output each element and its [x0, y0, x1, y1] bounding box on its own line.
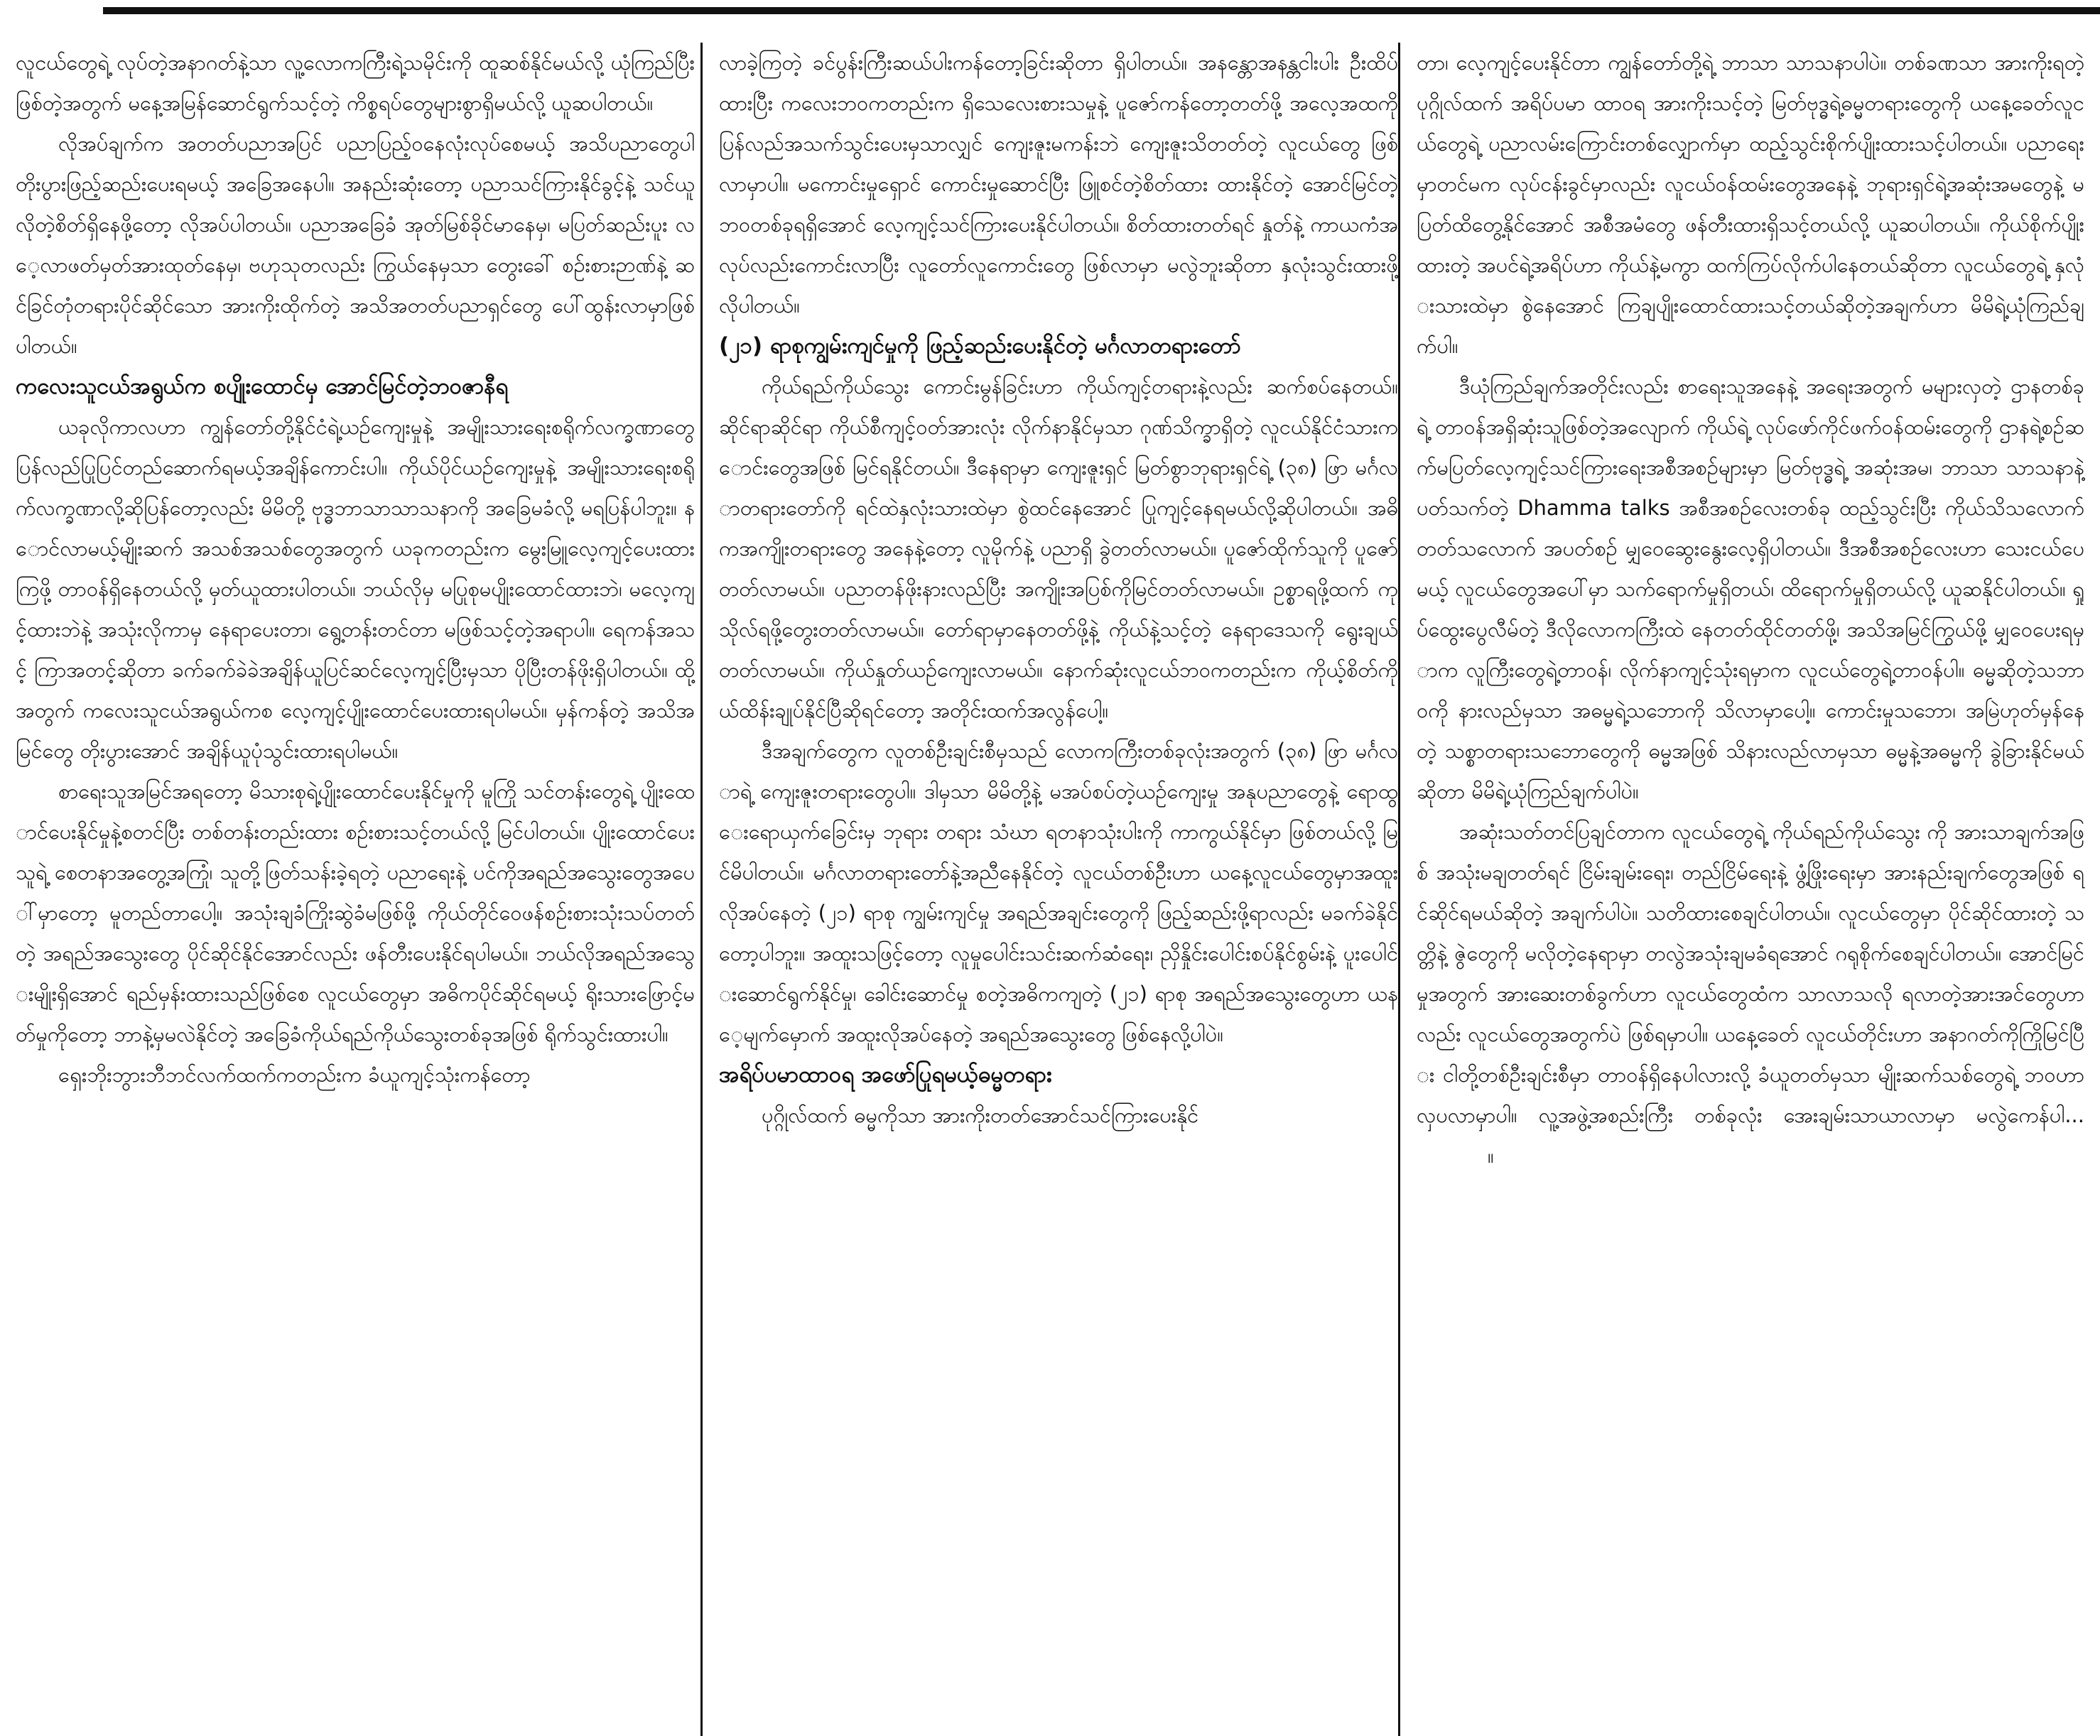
column-2 [703, 43, 1414, 1736]
paragraph [1417, 812, 2084, 1176]
paragraph-text: အဆုံးသတ်တင်ပြချင်တာက လူငယ်တွေရဲ့ ကိုယ်ရည်ကိုယ်သွေး ကို အားသာချက်အဖြစ် အသုံးမချတတ်ရင် ငြိမ်းချမ်းရေး၊ တည်ငြိမ်ရေးနဲ့ ဖွံ့ဖြိုးရေးမှာ အားနည်းချက်တွေအဖြစ် ရင်ဆိုင်ရမယ်ဆိုတဲ့ အချက်ပါပဲ။ သတိထားစေချင်ပါတယ်။ လူငယ်တွေမှာ ပိုင်ဆိုင်ထားတဲ့ သတ္တိနဲ့ ဇွဲတွေကို မလိုတဲ့နေရာမှာ တလွဲအသုံးချမခံရအောင် ဂရုစိုက်စေချင်ပါတယ်။ အောင်မြင်မှုအတွက် အားဆေးတစ်ခွက်ဟာ လူငယ်တွေထံက သာလာသလို ရလာတဲ့အားအင်တွေဟာလည်း လူငယ်တွေအတွက်ပဲ ဖြစ်ရမှာပါ။ ယနေ့ခေတ် လူငယ်တိုင်းဟာ အနာဂတ်ကိုကြိုမြင်ပြီး ငါတို့တစ်ဦးချင်းစီမှာ တာဝန်ရှိနေပါလားလို့ ခံယူတတ်မှသာ မျိုးဆက်သစ်တွေရဲ့ ဘဝဟာ လှပလာမှာပါ။ လူ့အဖွဲ့အစည်းကြီး တစ်ခုလုံး အေးချမ်းသာယာလာမှာ မလွဲကေန်ပါ... [1417, 820, 2084, 1127]
paragraph: ပုဂ္ဂိုလ်ထက် ဓမ္မကိုသာ အားကိုးတတ်အောင်သင်ကြားပေးနိုင် [762, 1103, 1199, 1127]
column-1 [0, 43, 710, 1736]
paragraph: ဒီအချက်တွေက လူတစ်ဦးချင်းစီမှသည် လောကကြီးတစ်ခုလုံးအတွက် (၃၈) ဖြာ မင်္ဂလာရဲ့ ကျေးဇူးတရားတွေပါ။ ဒါမှသာ မိမိတို့နဲ့ မအပ်စပ်တဲ့ယဉ်ကျေးမှု အနုပညာတွေနဲ့ ရောထွေးရောယှက်ခြေင်းမှ ဘုရား တရား သံဃာ ရတနာသုံးပါးကို ကာကွယ်နိုင်မှာ ဖြစ်တယ်လို့ မြင်မိပါတယ်။ မင်္ဂလာတရားတော်နဲ့အညီနေနိုင်တဲ့ လူငယ်တစ်ဦးဟာ ယနေ့လူငယ်တွေမှာအထူးလိုအပ်နေတဲ့ (၂၁) ရာစု ကျွမ်းကျင်မှု အရည်အချင်းတွေကို ဖြည့်ဆည်းဖို့ရာလည်း မခက်ခဲနိုင်တော့ပါဘူး။ အထူးသဖြင့်တော့ လူမှုပေါင်းသင်းဆက်ဆံရေး၊ ညှိနှိုင်းပေါင်းစပ်နိုင်စွမ်းနဲ့ ပူးပေါင်းဆောင်ရွက်နိုင်မှု၊ ခေါင်းဆောင်မှု စတဲ့အဓိကကျတဲ့ (၂၁) ရာစု အရည်အသွေးတွေဟာ ယနေ့မျက်မှောက် အထူးလိုအပ်နေတဲ့ အရည်အသွေးတွေ ဖြစ်နေလို့ပါပဲ။ [719, 739, 1398, 1046]
article-columns [0, 43, 2100, 1736]
paragraph: လိုအပ်ချက်က အတတ်ပညာအပြင် ပညာပြည့်ဝနေလုံးလုပ်စေမယ့် အသိပညာတွေပါ တိုးပွားဖြည့်ဆည်းပေးရမယ့် အခြေအနေပါ။ အနည်းဆုံးတော့ ပညာသင်ကြားနိုင်ခွင့်နဲ့ သင်ယူလိုတဲ့စိတ်ရှိနေဖို့တော့ လိုအပ်ပါတယ်။ ပညာအခြေခံ အုတ်မြစ်ခိုင်မာနေမှ၊ မပြတ်ဆည်းပူး လေ့လာဖတ်မှတ်အားထုတ်နေမှ၊ ဗဟုသုတလည်း ကြွယ်နေမှသာ တွေးခေါ် စဉ်းစားဉာဏ်နဲ့ ဆင်ခြင်တုံတရားပိုင်ဆိုင်သော အားကိုးထိုက်တဲ့ အသိအတတ်ပညာရှင်တွေ ပေါ်ထွန်းလာမှာဖြစ်ပါတယ်။ [16, 131, 695, 358]
paragraph: ကိုယ်ရည်ကိုယ်သွေး ကောင်းမွန်ခြင်းဟာ ကိုယ်ကျင့်တရားနဲ့လည်း ဆက်စပ်နေတယ်။ ဆိုင်ရာဆိုင်ရာ ကိုယ်စီကျင့်ဝတ်အားလုံး လိုက်နာနိုင်မှသာ ဂုဏ်သိက္ခာရှိတဲ့ လူငယ်နိုင်ငံသားကောင်းတွေအဖြစ် မြင်ရနိုင်တယ်။ ဒီနေရာမှာ ကျေးဇူးရှင် မြတ်စွာဘုရားရှင်ရဲ့ (၃၈) ဖြာ မင်္ဂလာတရားတော်ကို ရင်ထဲနှလုံးသားထဲမှာ စွဲထင်နေအောင် ပြုကျင့်နေရမယ်လို့ဆိုပါတယ်။ အဓိကအကျိုးတရားတွေ အနေနဲ့တော့ လူမိုက်နဲ့ ပညာရှိ ခွဲတတ်လာမယ်။ ပူဇော်ထိုက်သူကို ပူဇော်တတ်လာမယ်။ ပညာတန်ဖိုးနားလည်ပြီး အကျိုးအပြစ်ကိုမြင်တတ်လာမယ်။ ဥစ္စာရဖို့ထက် ကုသိုလ်ရဖို့တွေးတတ်လာမယ်။ တော်ရာမှာနေတတ်ဖို့နဲ့ ကိုယ်နဲ့သင့်တဲ့ နေရာဒေသကို ရွေးချယ်တတ်လာမယ်။ ကိုယ်နှုတ်ယဉ်ကျေးလာမယ်။ နောက်ဆုံးလူငယ်ဘဝကတည်းက ကိုယ့်စိတ်ကိုယ်ထိန်းချုပ်နိုင်ပြီဆိုရင်တော့ အတိုင်းထက်အလွန်ပေါ့။ [719, 374, 1398, 722]
section-heading: အရိပ်ပမာထာဝရ အဖော်ပြုရမယ့်ဓမ္မတရား [719, 1062, 1052, 1087]
top-rule [103, 7, 2100, 14]
column-3 [1401, 43, 2100, 1736]
end-mark: ။ [1488, 1144, 1494, 1168]
section-heading: ကလေးသူငယ်အရွယ်က စပျိုးထောင်မှ အောင်မြင်တဲ့ဘဝဇာနီရ [16, 374, 509, 399]
paragraph: လာခဲ့ကြတဲ့ ခင်ပွန်းကြီးဆယ်ပါးကန်တော့ခြင်းဆိုတာ ရှိပါတယ်။ အနန္တောအနန္တငါးပါး ဦးထိပ်ထားပြီး ကလေးဘဝကတည်းက ရှိသေလေးစားသမှုနဲ့ ပူဇော်ကန်တော့တတ်ဖို့ အလေ့အထကို ပြန်လည်အသက်သွင်းပေးမှသာလျှင် ကျေးဇူးမကန်းဘဲ ကျေးဇူးသိတတ်တဲ့ လူငယ်တွေ ဖြစ်လာမှာပါ။ မကောင်းမှုရှောင် ကောင်းမှုဆောင်ပြီး ဖြူစင်တဲ့စိတ်ထား ထားနိုင်တဲ့ အောင်မြင်တဲ့ဘဝတစ်ခုရရှိအောင် လေ့ကျင့်သင်ကြားပေးနိုင်ပါတယ်။ စိတ်ထားတတ်ရင် နှုတ်နဲ့ ကာယကံအလုပ်လည်းကောင်းလာပြီး လူတော်လူကောင်းတွေ ဖြစ်လာမှာ မလွဲဘူးဆိုတာ နှလုံးသွင်းထားဖို့ လိုပါတယ်။ [719, 50, 1398, 318]
paragraph: လူငယ်တွေရဲ့ လုပ်တဲ့အနာဂတ်နဲ့သာ လူ့လောကကြီးရဲ့သမိုင်းကို ထူဆစ်နိုင်မယ်လို့ ယုံကြည်ပြီးဖြစ်တဲ့အတွက် မနေ့အမြန်ဆောင်ရွက်သင့်တဲ့ ကိစ္စရပ်တွေများစွာရှိမယ်လို့ ယူဆပါတယ်။ [16, 50, 695, 115]
paragraph: တာ၊ လေ့ကျင့်ပေးနိုင်တာ ကျွန်တော်တို့ရဲ့ ဘာသာ သာသနာပါပဲ။ တစ်ခဏသာ အားကိုးရတဲ့ ပုဂ္ဂိုလ်ထက် အရိပ်ပမာ ထာဝရ အားကိုးသင့်တဲ့ မြတ်ဗုဒ္ဓရဲ့ဓမ္မတရားတွေကို ယနေ့ခေတ်လူငယ်တွေရဲ့ ပညာလမ်းကြောင်းတစ်လျှောက်မှာ ထည့်သွင်းစိုက်ပျိုးထားသင့်ပါတယ်။ ပညာရေးမှာတင်မက လုပ်ငန်းခွင်မှာလည်း လူငယ်ဝန်ထမ်းတွေအနေနဲ့ ဘုရားရှင်ရဲ့အဆုံးအမတွေနဲ့ မပြတ်ထိတွေ့နိုင်အောင် အစီအမံတွေ ဖန်တီးထားရှိသင့်တယ်လို့ ယူဆပါတယ်။ ကိုယ်စိုက်ပျိုးထားတဲ့ အပင်ရဲ့အရိပ်ဟာ ကိုယ်နဲ့မကွာ ထက်ကြပ်လိုက်ပါနေတယ်ဆိုတာ လူငယ်တွေရဲ့ နှလုံးသားထဲမှာ စွဲနေအောင် ကြချပျိုးထောင်ထားသင့်တယ်ဆိုတဲ့အချက်ဟာ မိမိရဲ့ယုံကြည်ချက်ပါ။ [1417, 50, 2084, 358]
paragraph: ရှေးဘိုးဘွားဘီဘင်လက်ထက်ကတည်းက ခံယူကျင့်သုံးကန်တော့ [58, 1063, 531, 1087]
paragraph: ဒီယုံကြည်ချက်အတိုင်းလည်း စာရေးသူအနေနဲ့ အရေးအတွက် မများလှတဲ့ ဌာနတစ်ခုရဲ့ တာဝန်အရှိဆုံးသူဖြစ်တဲ့အလျောက် ကိုယ်ရဲ့ လုပ်ဖော်ကိုင်ဖက်ဝန်ထမ်းတွေကို ဌာနရဲ့စဉ်ဆက်မပြတ်လေ့ကျင့်သင်ကြားရေးအစီအစဉ်များမှာ မြတ်ဗုဒ္ဓရဲ့ အဆုံးအမ၊ ဘာသာ သာသနာနဲ့ပတ်သက်တဲ့ Dhamma talks အစီအစဉ်လေးတစ်ခု ထည့်သွင်းပြီး ကိုယ်သိသလောက် တတ်သလောက် အပတ်စဉ် မျှဝေဆွေးနွေးလေ့ရှိပါတယ်။ ဒီအစီအစဉ်လေးဟာ သေးငယ်ပေမယ့် လူငယ်တွေအပေါ်မှာ သက်ရောက်မှုရှိတယ်၊ ထိရောက်မှုရှိတယ်လို့ ယူဆနိုင်ပါတယ်။ ရှုပ်ထွေးပွေလီမ်တဲ့ ဒီလိုလောကကြီးထဲ နေတတ်ထိုင်တတ်ဖို့၊ အသိအမြင်ကြွယ်ဖို့ မျှဝေပေးရမှာက လူကြီးတွေရဲ့တာဝန်၊ လိုက်နာကျင့်သုံးရမှာက လူငယ်တွေရဲ့တာဝန်ပါ။ ဓမ္မဆိုတဲ့သဘာဝကို နားလည်မှသာ အဓမ္မရဲ့သဘောကို သိလာမှာပေါ့။ ကောင်းမှုသဘော၊ အမြဲဟုတ်မှန်နေတဲ့ သစ္စာတရားသဘောတွေကို ဓမ္မအဖြစ် သိနားလည်လာမှသာ ဓမ္မနဲ့အဓမ္မကို ခွဲခြားနိုင်မယ်ဆိုတာ မိမိရဲ့ယုံကြည်ချက်ပါပဲ။ [1417, 374, 2084, 803]
column-divider [700, 43, 703, 1736]
column-divider [1398, 43, 1400, 1736]
section-heading: (၂၁) ရာစုကျွမ်းကျင်မှုကို ဖြည့်ဆည်းပေးနိုင်တဲ့ မင်္ဂလာတရားတော် [719, 333, 1241, 359]
paragraph: ယခုလိုကာလဟာ ကျွန်တော်တို့နိုင်ငံရဲ့ယဉ်ကျေးမှုနဲ့ အမျိုးသားရေးစရိုက်လက္ခဏာတွေ ပြန်လည်ပြုပြင်တည်ဆောက်ရမယ့်အချိန်ကောင်းပါ။ ကိုယ်ပိုင်ယဉ်ကျေးမှုနဲ့ အမျိုးသားရေးစရိုက်လက္ခဏာလို့ဆိုပြန်တော့လည်း မိမိတို့ ဗုဒ္ဓဘာသာသာသနာကို အခြေမခံလို့ မရပြန်ပါဘူး။ နောင်လာမယ့်မျိုးဆက် အသစ်အသစ်တွေအတွက် ယခုကတည်းက မွေးမြူလေ့ကျင့်ပေးထားကြဖို့ တာဝန်ရှိနေတယ်လို့ မှတ်ယူထားပါတယ်။ ဘယ်လိုမှ မပြုစုမပျိုးထောင်ထားဘဲ၊ မလေ့ကျင့်ထားဘဲနဲ့ အသုံးလိုကာမှ နေရာပေးတာ၊ ရွေ့တန်းတင်တာ မဖြစ်သင့်တဲ့အရာပါ။ ရေကန်အသင့် ကြာအတင့်ဆိုတာ ခက်ခက်ခဲခဲအချိန်ယူပြင်ဆင်လေ့ကျင့်ပြီးမှသာ ပိုပြီးတန်ဖိုးရှိပါတယ်။ ထို့အတွက် ကလေးသူငယ်အရွယ်ကစ လေ့ကျင့်ပျိုးထောင်ပေးထားရပါမယ်။ မှန်ကန်တဲ့ အသိအမြင်တွေ တိုးပွားအောင် အချိန်ယူပုံသွင်းထားရပါမယ်။ [16, 415, 695, 763]
paragraph: စာရေးသူအမြင်အရတော့ မိသားစုရဲ့ပျိုးထောင်ပေးနိုင်မှုကို မူကြို သင်တန်းတွေရဲ့ ပျိုးထောင်ပေးနိုင်မှုနဲ့စတင်ပြီး တစ်တန်းတည်းထား စဉ်းစားသင့်တယ်လို့ မြင်ပါတယ်။ ပျိုးထောင်ပေးသူရဲ့ စေတနာအတွေ့အကြုံ၊ သူတို့ဖြတ်သန်းခဲ့ရတဲ့ ပညာရေးနဲ့ ပင်ကိုအရည်အသွေးတွေအပေါ်မှာတော့ မူတည်တာပေါ့။ အသုံးချခံကြိုးဆွဲခံမဖြစ်ဖို့ ကိုယ်တိုင်ဝေဖန်စဉ်းစားသုံးသပ်တတ်တဲ့ အရည်အသွေးတွေ ပိုင်ဆိုင်နိုင်အောင်လည်း ဖန်တီးပေးနိုင်ရပါမယ်။ ဘယ်လိုအရည်အသွေးမျိုးရှိအောင် ရည်မှန်းထားသည်ဖြစ်စေ လူငယ်တွေမှာ အဓိကပိုင်ဆိုင်ရမယ့် ရိုးသားဖြောင့်မတ်မှုကိုတော့ ဘာနဲ့မှမလဲနိုင်တဲ့ အခြေခံကိုယ်ရည်ကိုယ်သွေးတစ်ခုအဖြစ် ရိုက်သွင်းထားပါ။ [16, 779, 695, 1046]
